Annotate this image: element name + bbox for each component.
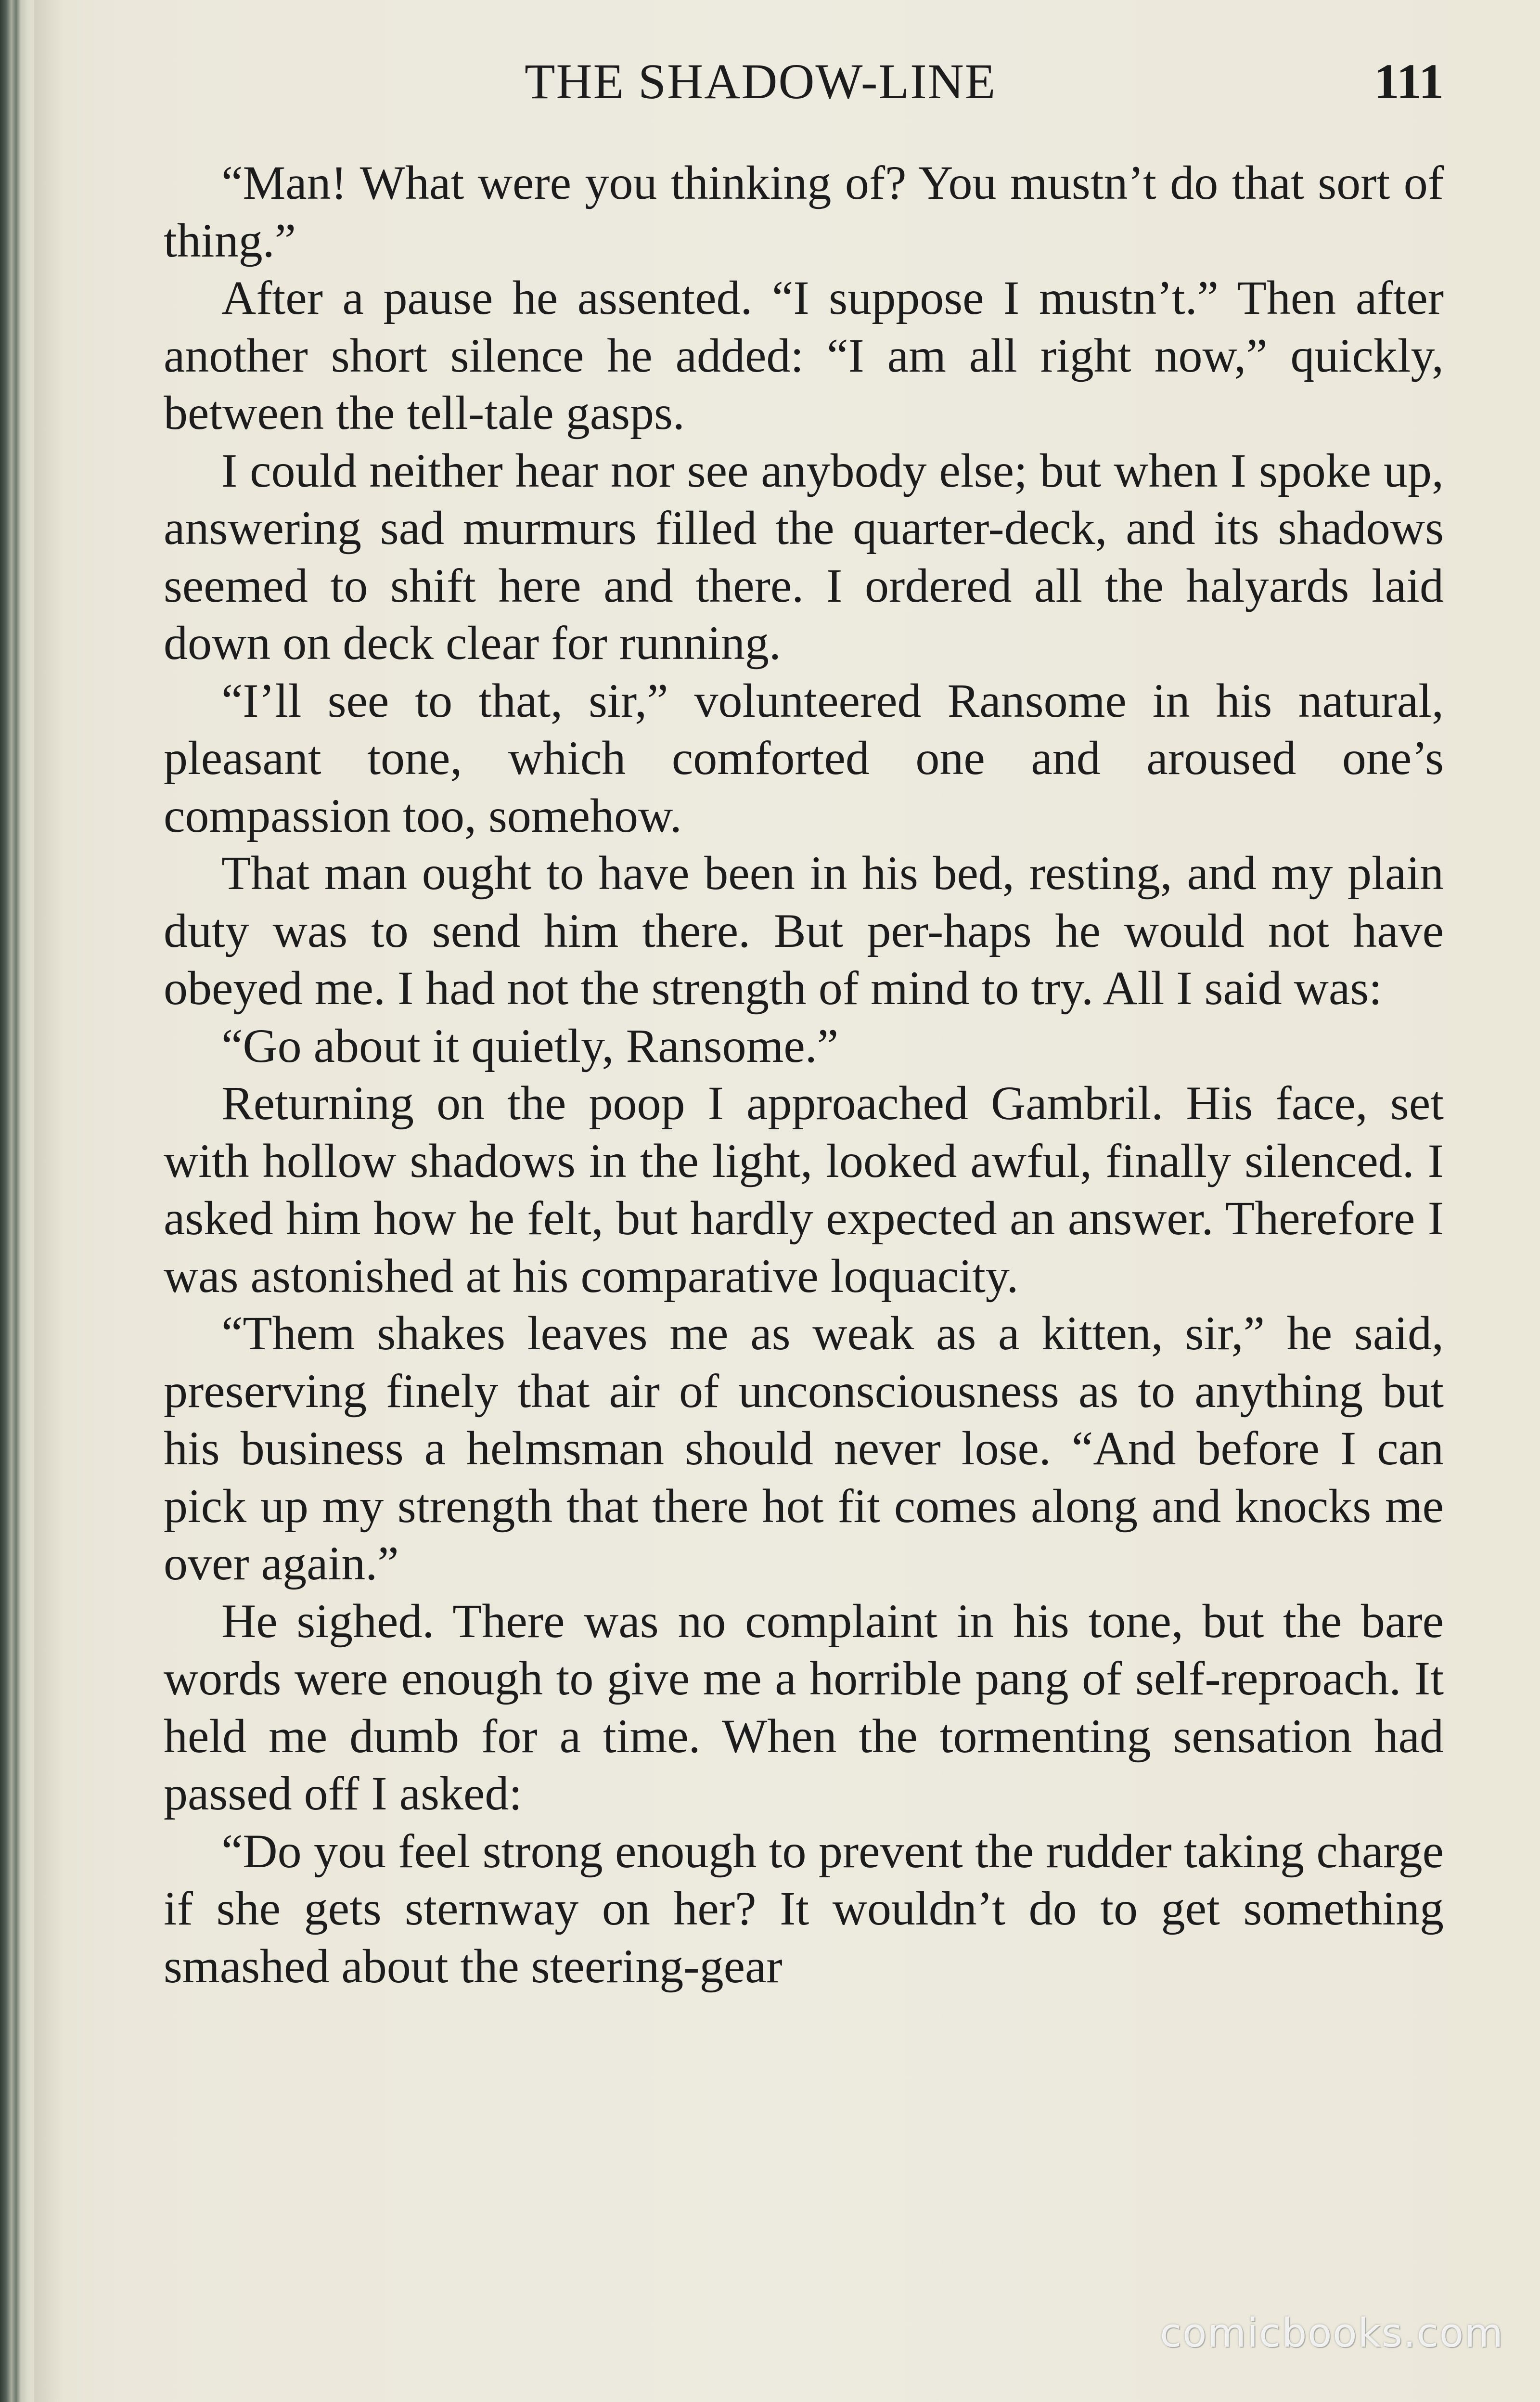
paragraph: He sighed. There was no complaint in his tone, but the bare words were enough to give me a horrible pang of self-reproach. It held me dumb for a time. When the tormenting sensation had passed off I asked:: [164, 1594, 1444, 1820]
gutter-shadow: [34, 0, 63, 2402]
paragraph: After a pause he assented. “I suppose I mustn’t.” Then after another short silence he added: “I am all right now,” quickly, between the tell-tale gasps.: [164, 271, 1444, 439]
paragraph: “Them shakes leaves me as weak as a kitten, sir,” he said, preserving finely that air of unconsciousness as to anything but his business a helmsman should never lose. “And before I can pick up my strength that there hot fit comes along and knocks me over again.”: [164, 1306, 1444, 1590]
paragraph: That man ought to have been in his bed, resting, and my plain duty was to send him there. But per-haps he would not have obeyed me. I had not the strength of mind to try. All I said was:: [164, 846, 1444, 1015]
paragraph: Returning on the poop I approached Gambril. His face, set with hollow shadows in the light, looked awful, finally silenced. I asked him how he felt, but hardly expected an answer. Therefore I was astonished at his comparative loquacity.: [164, 1076, 1444, 1303]
watermark: comicbooks.com: [1160, 2311, 1504, 2356]
paragraph: “Go about it quietly, Ransome.”: [221, 1019, 839, 1072]
paragraph: “I’ll see to that, sir,” volunteered Ransome in his natural, pleasant tone, which comforted one and aroused one’s compassion too, somehow.: [164, 673, 1444, 842]
page-number: 111: [1374, 54, 1444, 109]
paragraph: “Man! What were you thinking of? You mustn’t do that sort of thing.”: [164, 156, 1444, 267]
running-title: THE SHADOW-LINE: [525, 54, 997, 109]
paragraph: “Do you feel strong enough to prevent the rudder taking charge if she gets sternway on her? It wouldn’t do to get something smashed about the steering-gear: [164, 1824, 1444, 1993]
body-text: [164, 154, 1444, 1995]
book-spine-edge: [0, 0, 34, 2402]
paragraph: I could neither hear nor see anybody else; but when I spoke up, answering sad murmurs filled the quarter-deck, and its shadows seemed to shift here and there. I ordered all the halyards laid down on deck clear for running.: [164, 443, 1444, 670]
